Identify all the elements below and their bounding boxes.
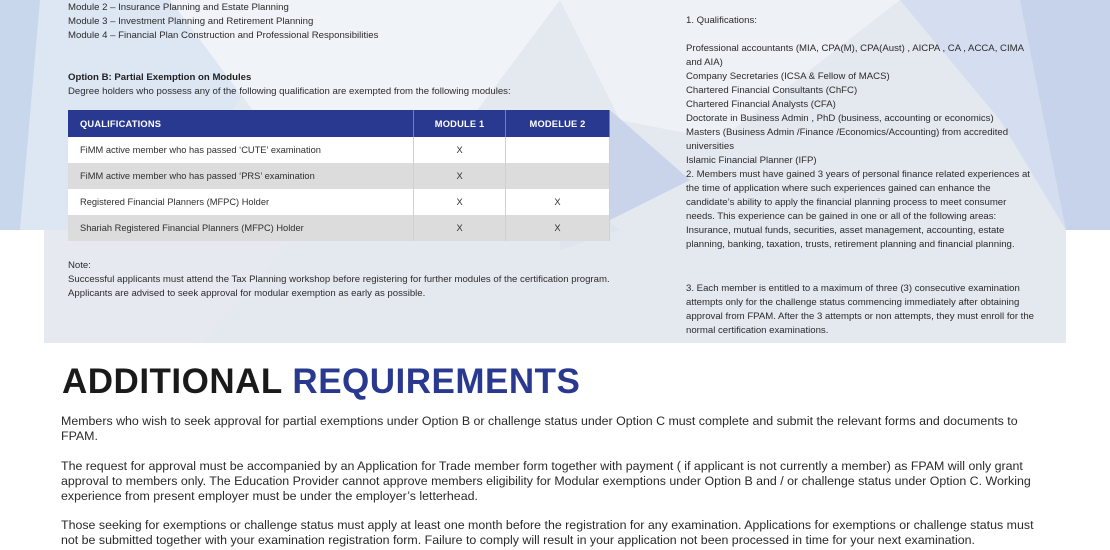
list-item: Masters (Business Admin /Finance /Economics/Accounting) from accredited universities — [686, 127, 1009, 152]
qualifications-heading: 1. Qualifications: — [686, 15, 757, 26]
option-b-title: Option B: Partial Exemption on Modules — [68, 72, 252, 83]
table-row — [68, 189, 610, 215]
module-1-cell: X — [414, 189, 506, 215]
list-item: Professional accountants (MIA, CPA(M), CPA(Aust) , AICPA , CA , ACCA, CIMA and AIA) — [686, 43, 1024, 68]
module-2-cell: X — [506, 215, 610, 241]
qualification-cell: Shariah Registered Financial Planners (MFPC) Holder — [68, 215, 414, 241]
qualification-cell: FiMM active member who has passed ‘PRS’ examination — [68, 163, 414, 189]
list-item: Chartered Financial Analysts (CFA) — [686, 99, 836, 110]
table-row — [68, 215, 610, 241]
module-3-line: Module 3 – Investment Planning and Retirement Planning — [68, 16, 314, 27]
note-label: Note: — [68, 260, 91, 271]
requirement-paragraph: Those seeking for exemptions or challenge status must apply at least one month before the registration for any examination. Applications for exemptions or challenge status must not be submitted together with your examination registration form. Failure to comply will result in your application not been processed in time for your next examination. — [61, 518, 1034, 547]
qualifications-list — [686, 42, 1036, 252]
note-block — [68, 259, 628, 301]
heading-part-2: REQUIREMENTS — [292, 362, 581, 401]
option-b-description: Degree holders who possess any of the following qualification are exempted from the following modules: — [68, 86, 511, 97]
additional-requirements-heading — [62, 362, 580, 402]
module-2-line: Module 2 – Insurance Planning and Estate Planning — [68, 2, 289, 13]
module-2-cell — [506, 137, 610, 163]
module-2-cell — [506, 163, 610, 189]
list-item: Islamic Financial Planner (IFP) — [686, 155, 817, 166]
module-1-cell: X — [414, 163, 506, 189]
table-header-row — [68, 110, 610, 137]
header-qualifications: QUALIFICATIONS — [68, 110, 414, 137]
requirement-paragraph: The request for approval must be accompanied by an Application for Trade member form together with payment ( if applicant is not currently a member) as FPAM will only grant approval to members only. The Education Provider cannot approve members eligibility for Modular exemptions under Option B and / or challenge status under Option C. Working experience from present employer must be under the employer’s letterhead. — [61, 459, 1031, 503]
table-row — [68, 137, 610, 163]
note-text: Successful applicants must attend the Tax Planning workshop before registering for further modules of the certification program. Applicants are advised to seek approval for modular exemption as early as possible. — [68, 274, 610, 299]
header-module-1: MODULE 1 — [414, 110, 506, 137]
qualification-cell: FiMM active member who has passed ‘CUTE’ examination — [68, 137, 414, 163]
module-1-cell: X — [414, 215, 506, 241]
requirement-paragraph: Members who wish to seek approval for partial exemptions under Option B or challenge status under Option C must complete and submit the relevant forms and documents to FPAM. — [61, 414, 1018, 443]
attempts-requirement: 3. Each member is entitled to a maximum of three (3) consecutive examination attempts only for the challenge status commencing immediately after obtaining approval from FPAM. After the 3 attempts or non attempts, they must enroll for the normal certification examinations. — [686, 283, 1035, 336]
header-module-2: MODELUE 2 — [506, 110, 610, 137]
qualification-cell: Registered Financial Planners (MFPC) Holder — [68, 189, 414, 215]
module-4-line: Module 4 – Financial Plan Construction and Professional Responsibilities — [68, 30, 379, 41]
qualifications-table — [68, 110, 610, 241]
module-2-cell: X — [506, 189, 610, 215]
table-row — [68, 163, 610, 189]
heading-part-1: ADDITIONAL — [62, 362, 283, 401]
module-1-cell: X — [414, 137, 506, 163]
list-item: Doctorate in Business Admin , PhD (business, accounting or economics) — [686, 113, 994, 124]
list-item: Company Secretaries (ICSA & Fellow of MACS) — [686, 71, 890, 82]
experience-requirement: 2. Members must have gained 3 years of personal finance related experiences at the time of application where such experiences gained can enhance the candidate’s ability to apply the financial planning process to meet consumer needs. This experience can be gained in one or all of the following areas: Insurance, mutual funds, securities, asset management, accounting, estate planning, banking, taxation, trusts, retirement planning and financial planning. — [686, 169, 1030, 250]
list-item: Chartered Financial Consultants (ChFC) — [686, 85, 858, 96]
